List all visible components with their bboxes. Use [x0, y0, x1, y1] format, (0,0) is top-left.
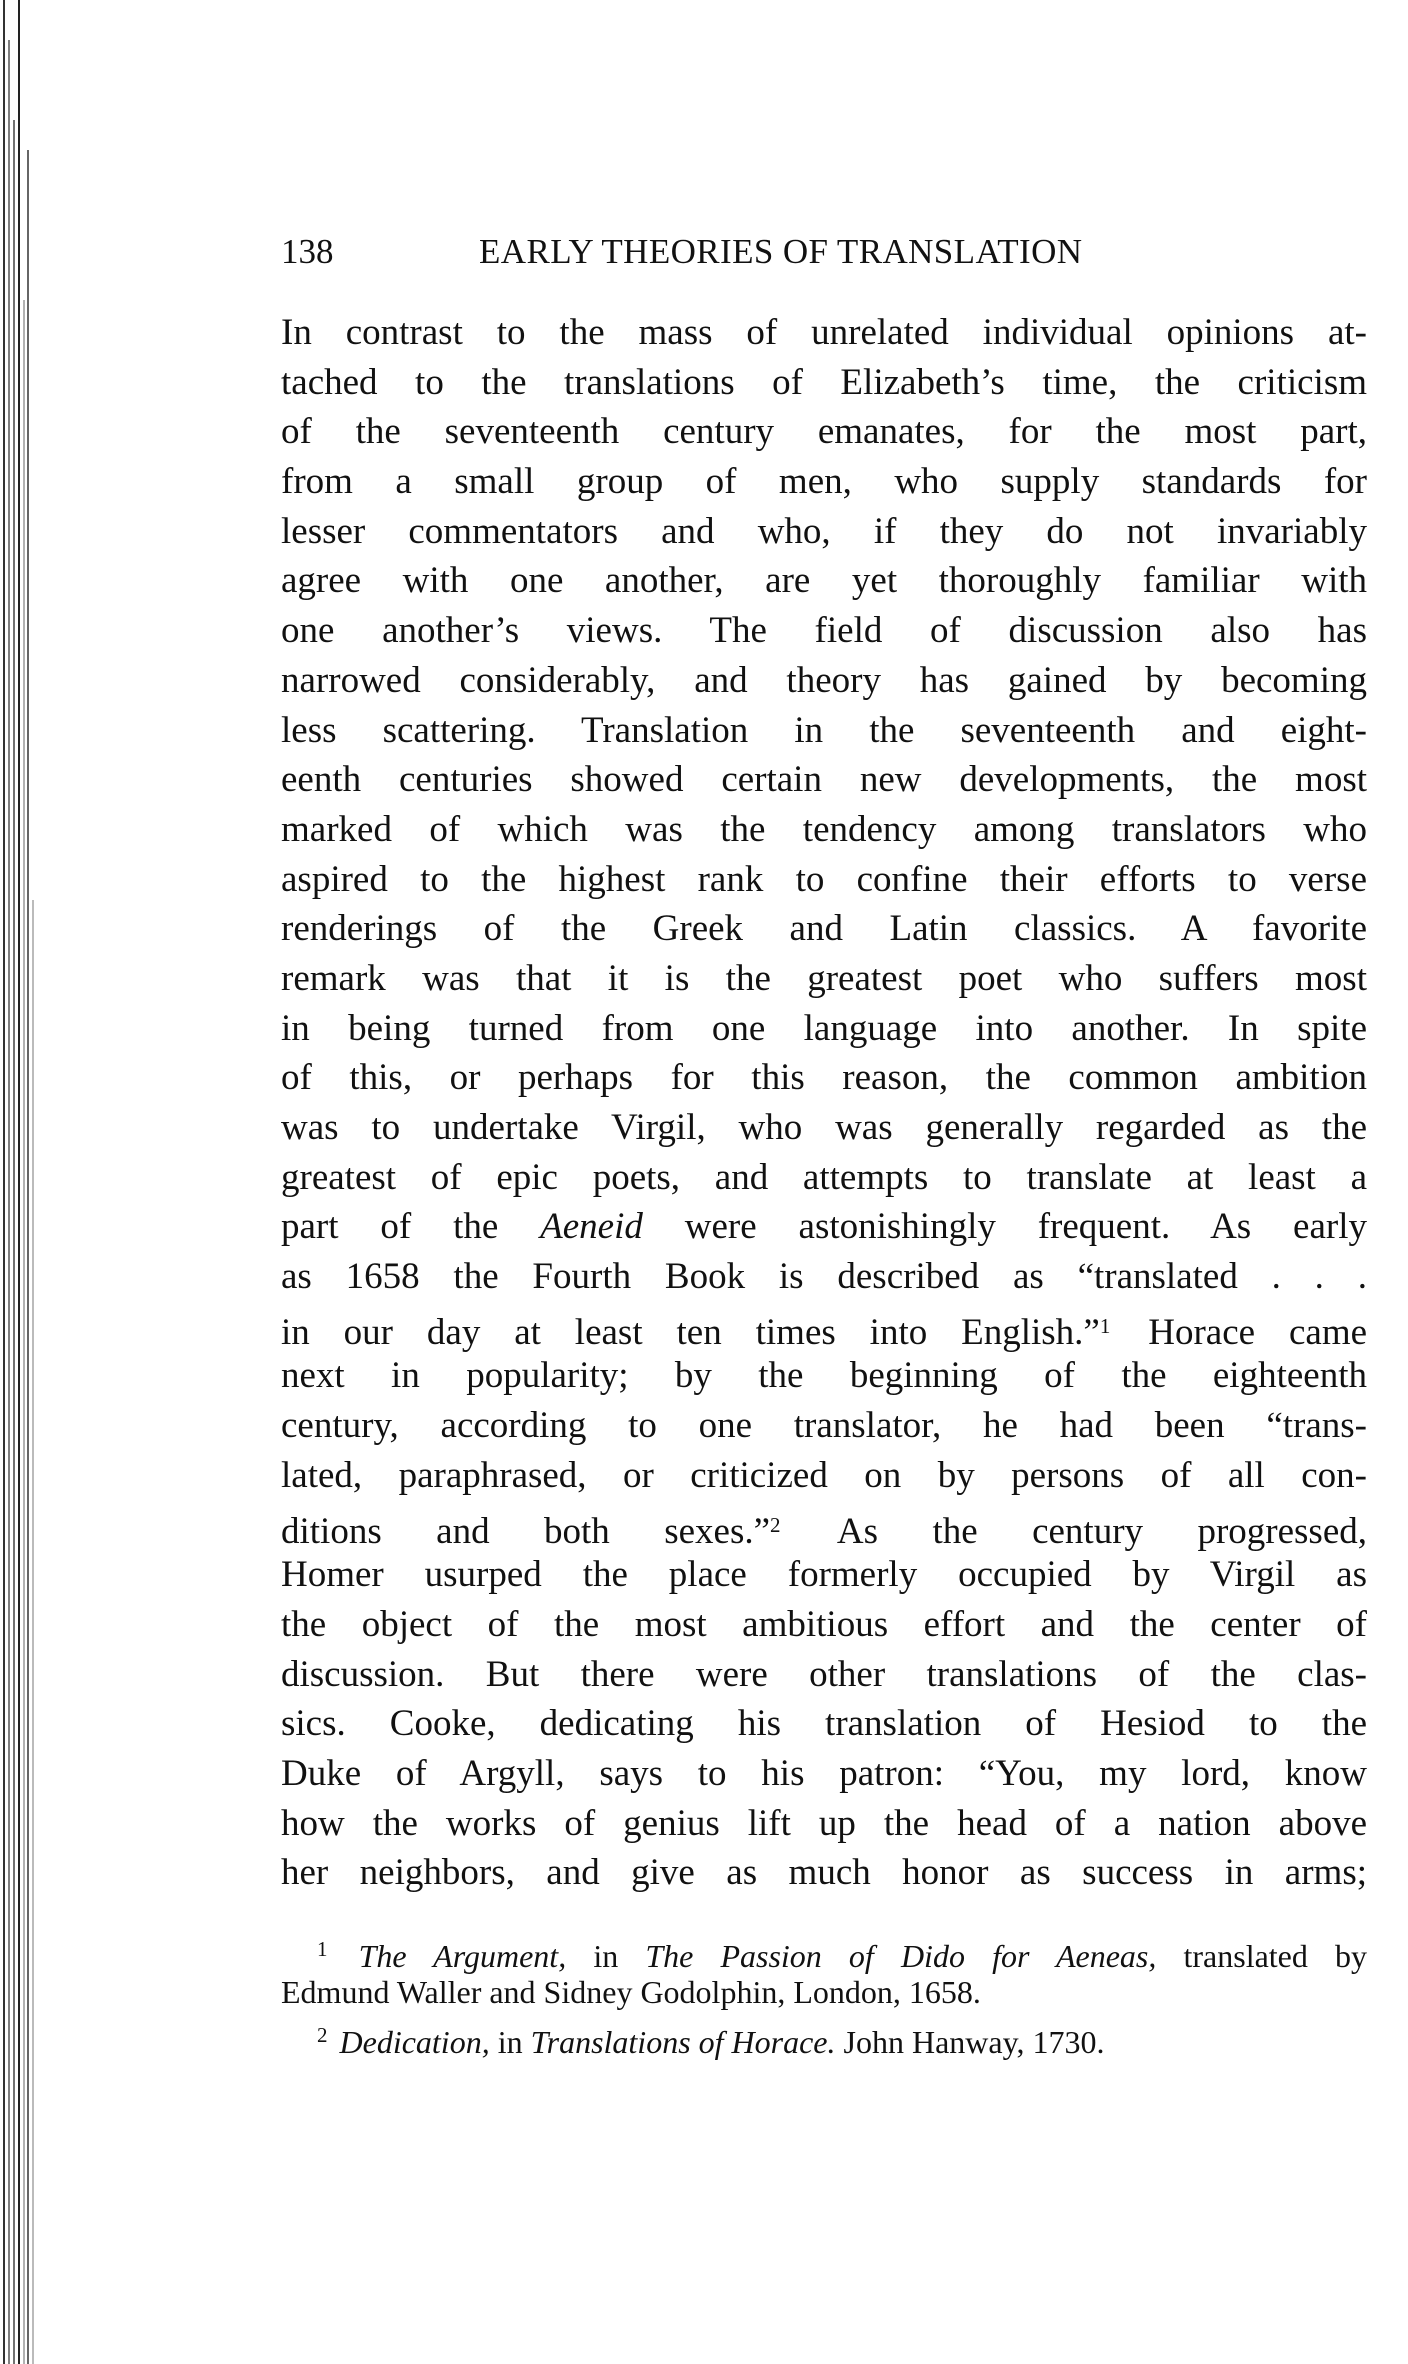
book-page [281, 225, 1368, 2060]
text-line: of the seventeenth century emanates, for the most part, [281, 411, 1367, 453]
text-line: tached to the translations of Elizabeth’s time, the criticism [281, 361, 1367, 403]
text-line-footnote-ref-2 [281, 1501, 1367, 1551]
footnote-ref-marker: 2 [770, 1512, 781, 1537]
text-line: aspired to the highest rank to confine their efforts to verse [281, 858, 1367, 900]
italic-title-aeneid: Aeneid [540, 1206, 643, 1248]
footnote-work: The Passion of Dido for Aeneas, [645, 1938, 1157, 1974]
text-line: remark was that it is the greatest poet who suffers most [281, 957, 1367, 999]
text-line: as 1658 the Fourth Book is described as “translated . . . [281, 1256, 1367, 1298]
text-line: greatest of epic poets, and attempts to translate at least a [281, 1156, 1367, 1198]
text-line: in being turned from one language into another. In spite [281, 1007, 1367, 1049]
binding-edge-lines [0, 0, 38, 2364]
footnote-title: The Argument, [358, 1938, 567, 1974]
text-line: In contrast to the mass of unrelated individual opinions at- [281, 312, 1367, 353]
footnote-ref-marker: 1 [1099, 1313, 1111, 1338]
footnote-text: in [593, 1938, 619, 1974]
text-line: agree with one another, are yet thoroughly familiar with [281, 560, 1367, 602]
text-line: century, according to one translator, he had been “trans- [281, 1405, 1367, 1447]
footnote-text: in [497, 2024, 523, 2060]
text-line: one another’s views. The field of discussion also has [281, 610, 1367, 652]
text-line: renderings of the Greek and Latin classics. A favorite [281, 908, 1367, 950]
text-line-aeneid [281, 1202, 1367, 1252]
text-line: narrowed considerably, and theory has gained by becoming [281, 659, 1367, 701]
text-segment: ditions and both sexes.” [281, 1510, 771, 1552]
text-line: was to undertake Virgil, who was generally regarded as the [281, 1107, 1367, 1148]
footnote-work: Translations of Horace. [530, 2024, 836, 2060]
footnote-text: John Hanway, 1730. [843, 2024, 1105, 2060]
text-line: Homer usurped the place formerly occupied by Virgil as [281, 1554, 1367, 1596]
footnote-2 [281, 2014, 1367, 2060]
body-paragraph [281, 308, 1367, 1898]
text-segment: in our day at least ten times into English.” [281, 1311, 1100, 1353]
running-head [281, 225, 1367, 279]
text-line: next in popularity; by the beginning of the eighteenth [281, 1355, 1367, 1397]
text-segment: part of the [281, 1206, 499, 1248]
footnote-marker: 2 [317, 2023, 328, 2047]
text-line: of this, or perhaps for this reason, the common ambition [281, 1057, 1367, 1099]
text-line: sics. Cooke, dedicating his translation of Hesiod to the [281, 1703, 1367, 1745]
text-line: Duke of Argyll, says to his patron: “You, my lord, know [281, 1752, 1367, 1794]
text-line: less scattering. Translation in the seventeenth and eight- [281, 709, 1367, 751]
footnote-text: translated by [1183, 1938, 1367, 1974]
footnote-1-continuation: Edmund Waller and Sidney Godolphin, London, 1658. [281, 1974, 981, 2010]
text-segment: Horace came [1148, 1311, 1368, 1353]
text-segment: were astonishingly frequent. As early [684, 1206, 1368, 1248]
footnotes [281, 1928, 1367, 2060]
running-title: EARLY THEORIES OF TRANSLATION [479, 232, 1083, 271]
text-line: discussion. But there were other translations of the clas- [281, 1653, 1367, 1695]
text-line: the object of the most ambitious effort and the center of [281, 1603, 1367, 1645]
footnote-title: Dedication, [339, 2024, 490, 2060]
text-line: how the works of genius lift up the head of a nation above [281, 1802, 1367, 1844]
text-segment: As the century progressed, [836, 1510, 1367, 1552]
text-line: her neighbors, and give as much honor as success in arms; [281, 1852, 1367, 1894]
text-line: lesser commentators and who, if they do not invariably [281, 510, 1367, 552]
text-line: eenth centuries showed certain new developments, the most [281, 759, 1367, 801]
footnote-1 [281, 1928, 1367, 1974]
text-line-footnote-ref-1 [281, 1302, 1367, 1352]
text-line: lated, paraphrased, or criticized on by persons of all con- [281, 1454, 1367, 1496]
text-line: from a small group of men, who supply standards for [281, 461, 1367, 503]
binding-gutter [0, 0, 38, 2364]
page-number: 138 [281, 232, 334, 271]
footnote-marker: 1 [317, 1937, 328, 1961]
text-line: marked of which was the tendency among translators who [281, 808, 1367, 850]
